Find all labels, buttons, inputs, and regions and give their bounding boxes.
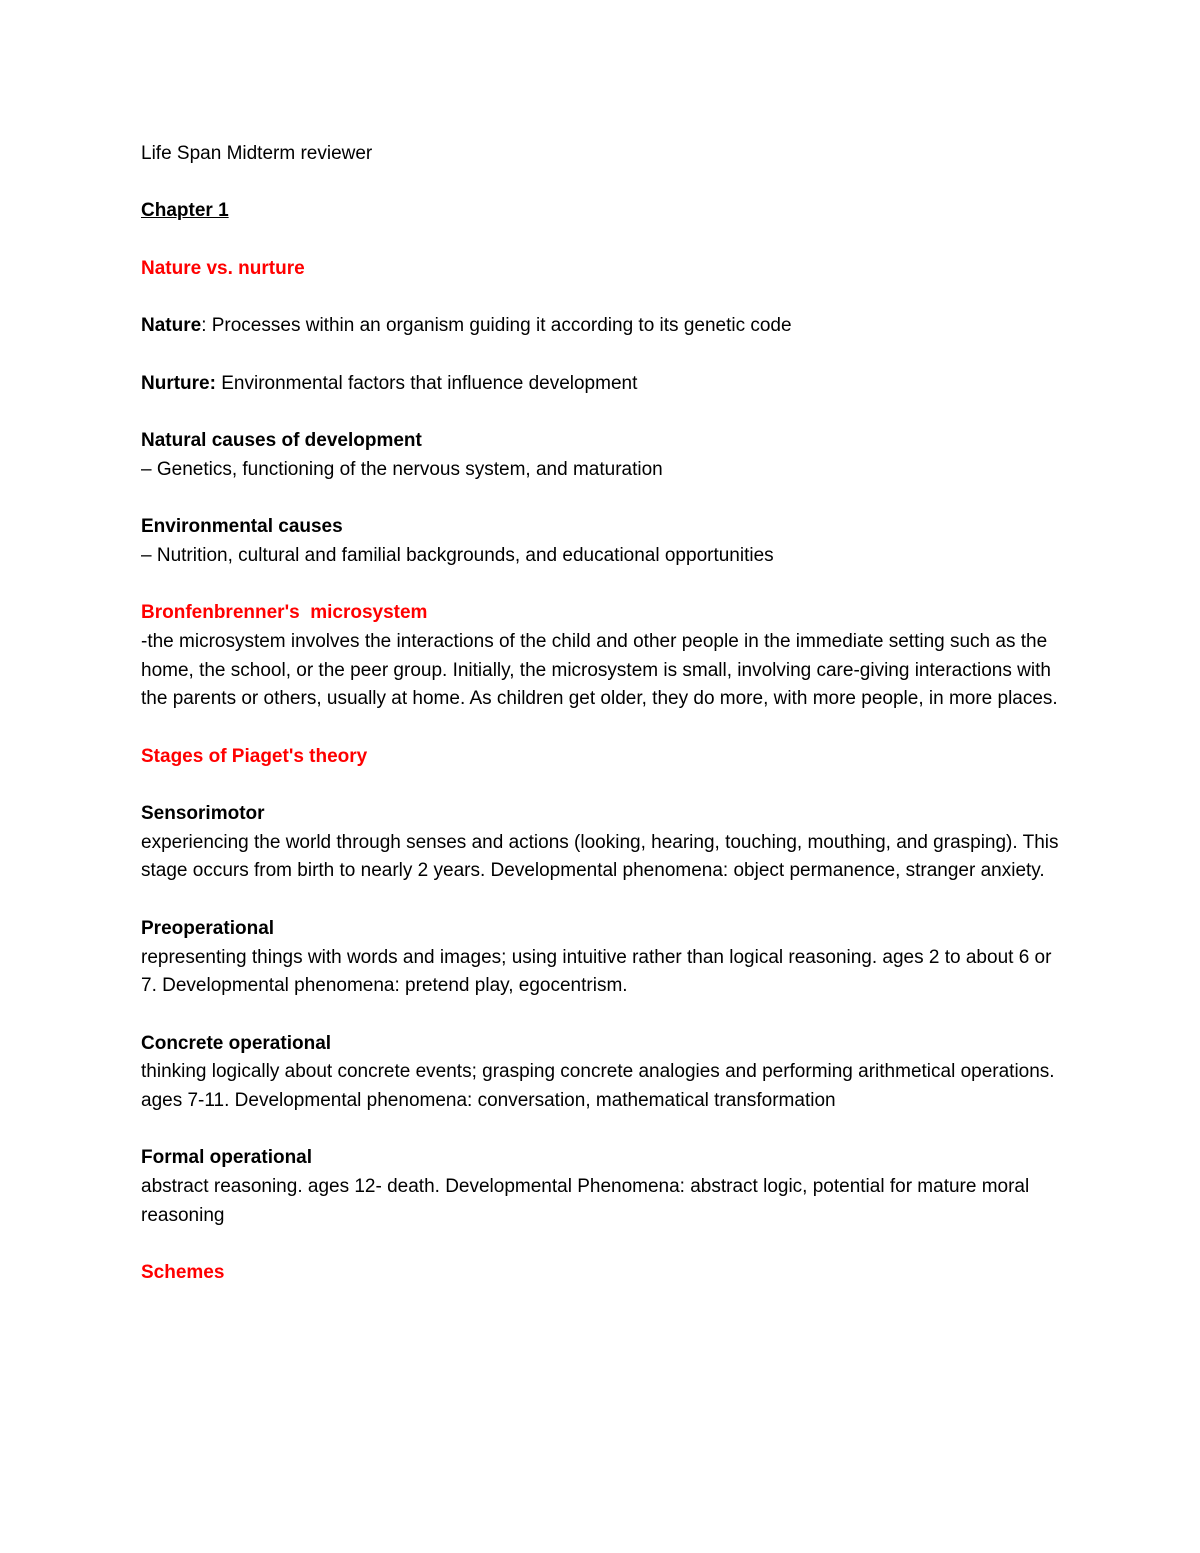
stage-text: thinking logically about concrete events; grasping concrete analogies and performing arithmetical operations. ages 7-11. Developmental phenomena: conversation, mathematical transformation [141, 1061, 1055, 1112]
natural-causes-heading: Natural causes of development [141, 429, 422, 451]
document-body [141, 140, 1061, 1317]
piaget-stage-preoperational [141, 915, 1061, 1001]
environmental-causes-block [141, 513, 1061, 570]
chapter-heading: Chapter 1 [141, 200, 229, 222]
stage-text: representing things with words and images; using intuitive rather than logical reasoning. ages 2 to about 6 or 7. Developmental phenomena: pretend play, egocentrism. [141, 946, 1052, 997]
section-heading-bronfenbrenner: Bronfenbrenner's microsystem [141, 602, 428, 624]
nurture-term: Nurture: [141, 372, 216, 394]
stage-name: Concrete operational [141, 1032, 332, 1054]
environmental-causes-text: – Nutrition, cultural and familial backgrounds, and educational opportunities [141, 544, 774, 566]
stage-text: abstract reasoning. ages 12- death. Developmental Phenomena: abstract logic, potential for mature moral reasoning [141, 1176, 1030, 1226]
nature-def-text: : Processes within an organism guiding it according to its genetic code [201, 315, 792, 337]
stage-text: experiencing the world through senses and actions (looking, hearing, touching, mouthing, and grasping). This stage occurs from birth to nearly 2 years. Developmental phenomena: object permanence, stranger anxiety. [141, 831, 1059, 882]
nature-term: Nature [141, 315, 202, 337]
environmental-causes-heading: Environmental causes [141, 516, 343, 538]
section-heading-nature-nurture: Nature vs. nurture [141, 257, 305, 279]
bronfenbrenner-text: -the microsystem involves the interactions of the child and other people in the immediate setting such as the home, the school, or the peer group. Initially, the microsystem is small, involving care-giving interactions with the parents or others, usually at home. As children get older, they do more, with more people, in more places. [141, 630, 1058, 710]
natural-causes-text: – Genetics, functioning of the nervous system, and maturation [141, 458, 663, 480]
section-heading-schemes: Schemes [141, 1262, 225, 1284]
bronfenbrenner-block [141, 599, 1061, 714]
natural-causes-block [141, 427, 1061, 484]
section-heading-piaget: Stages of Piaget's theory [141, 745, 368, 767]
piaget-stage-formal-operational [141, 1144, 1061, 1230]
document-title: Life Span Midterm reviewer [141, 143, 373, 164]
stage-name: Formal operational [141, 1147, 313, 1169]
piaget-stage-sensorimotor [141, 800, 1061, 886]
piaget-stage-concrete-operational [141, 1030, 1061, 1116]
nurture-def-text: Environmental factors that influence development [215, 372, 638, 394]
nature-definition [141, 312, 1061, 341]
nurture-definition [141, 370, 1061, 399]
stage-name: Sensorimotor [141, 803, 265, 825]
stage-name: Preoperational [141, 917, 275, 939]
